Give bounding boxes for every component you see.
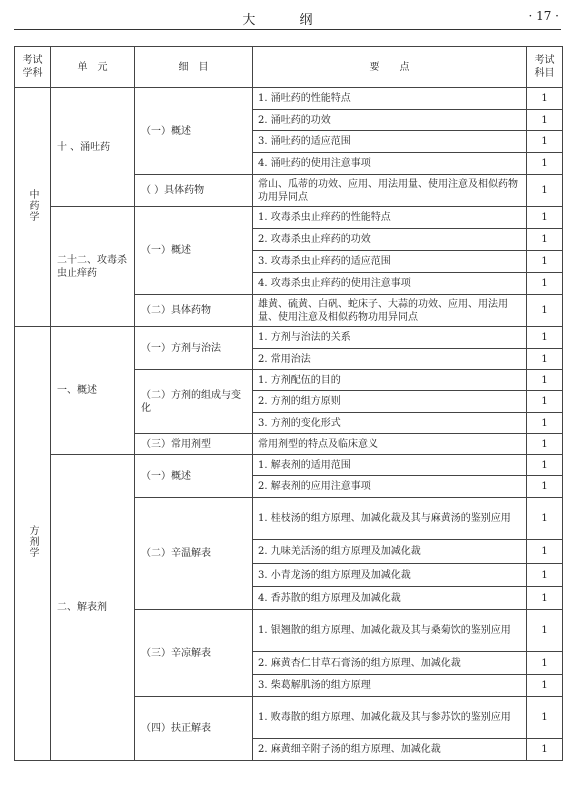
point-cell: 2. 麻黄细辛附子汤的组方原理、加减化裁 [253, 739, 527, 761]
point-cell: 3. 攻毒杀虫止痒药的适应范围 [253, 251, 527, 273]
item-cell: （三）辛凉解表 [135, 610, 253, 697]
level-cell: 1 [527, 349, 563, 370]
point-cell: 1. 银翘散的组方原理、加减化裁及其与桑菊饮的鉴别应用 [253, 610, 527, 652]
point-cell: 常山、瓜蒂的功效、应用、用法用量、使用注意及相似药物功用异同点 [253, 175, 527, 207]
point-cell: 4. 涌吐药的使用注意事项 [253, 153, 527, 175]
point-cell: 2. 常用治法 [253, 349, 527, 370]
column-header: 单 元 [51, 47, 135, 88]
point-cell: 雄黄、硫黄、白矾、蛇床子、大蒜的功效、应用、用法用量、使用注意及相似药物功用异同点 [253, 295, 527, 327]
syllabus-table [14, 46, 563, 761]
item-cell: （一）概述 [135, 207, 253, 295]
item-cell: （一）概述 [135, 455, 253, 498]
point-cell: 3. 柴葛解肌汤的组方原理 [253, 675, 527, 697]
level-cell: 1 [527, 110, 563, 131]
column-header: 要 点 [253, 47, 527, 88]
subject-cell: 中药学 [15, 88, 51, 327]
table-row [15, 88, 563, 110]
unit-cell: 十 、涌吐药 [51, 88, 135, 207]
header-rule [14, 29, 561, 30]
column-header: 考试科目 [527, 47, 563, 88]
table-row [15, 327, 563, 349]
page-title: 大 纲 [242, 13, 333, 28]
point-cell: 1. 解表剂的适用范围 [253, 455, 527, 476]
page-number: · 17 · [528, 9, 559, 23]
point-cell: 2. 涌吐药的功效 [253, 110, 527, 131]
point-cell: 4. 攻毒杀虫止痒药的使用注意事项 [253, 273, 527, 295]
level-cell: 1 [527, 610, 563, 652]
item-cell: （三）常用剂型 [135, 434, 253, 455]
item-cell: （二）辛温解表 [135, 498, 253, 610]
table-header-row [15, 47, 563, 88]
level-cell: 1 [527, 251, 563, 273]
level-cell: 1 [527, 273, 563, 295]
point-cell: 1. 涌吐药的性能特点 [253, 88, 527, 110]
level-cell: 1 [527, 413, 563, 434]
point-cell: 2. 解表剂的应用注意事项 [253, 476, 527, 498]
level-cell: 1 [527, 739, 563, 761]
level-cell: 1 [527, 295, 563, 327]
unit-cell: 一、概述 [51, 327, 135, 455]
point-cell: 1. 桂枝汤的组方原理、加减化裁及其与麻黄汤的鉴别应用 [253, 498, 527, 540]
point-cell: 2. 攻毒杀虫止痒药的功效 [253, 229, 527, 251]
table-row [15, 455, 563, 476]
point-cell: 3. 小青龙汤的组方原理及加减化裁 [253, 564, 527, 587]
point-cell: 1. 攻毒杀虫止痒药的性能特点 [253, 207, 527, 229]
point-cell: 1. 方剂与治法的关系 [253, 327, 527, 349]
level-cell: 1 [527, 697, 563, 739]
point-cell: 1. 败毒散的组方原理、加减化裁及其与参苏饮的鉴别应用 [253, 697, 527, 739]
unit-cell: 二、解表剂 [51, 455, 135, 761]
level-cell: 1 [527, 652, 563, 675]
level-cell: 1 [527, 498, 563, 540]
level-cell: 1 [527, 476, 563, 498]
subject-cell: 方剂学 [15, 327, 51, 761]
level-cell: 1 [527, 370, 563, 391]
level-cell: 1 [527, 207, 563, 229]
level-cell: 1 [527, 175, 563, 207]
level-cell: 1 [527, 540, 563, 564]
level-cell: 1 [527, 434, 563, 455]
level-cell: 1 [527, 564, 563, 587]
point-cell: 2. 方剂的组方原则 [253, 391, 527, 413]
point-cell: 常用剂型的特点及临床意义 [253, 434, 527, 455]
item-cell: （一）概述 [135, 88, 253, 175]
level-cell: 1 [527, 587, 563, 610]
level-cell: 1 [527, 229, 563, 251]
level-cell: 1 [527, 153, 563, 175]
point-cell: 2. 麻黄杏仁甘草石膏汤的组方原理、加减化裁 [253, 652, 527, 675]
level-cell: 1 [527, 455, 563, 476]
item-cell: （二）方剂的组成与变化 [135, 370, 253, 434]
page-header [14, 6, 561, 28]
point-cell: 2. 九味羌活汤的组方原理及加减化裁 [253, 540, 527, 564]
item-cell: （一）方剂与治法 [135, 327, 253, 370]
item-cell: （四）扶正解表 [135, 697, 253, 761]
level-cell: 1 [527, 327, 563, 349]
unit-cell: 二十二、攻毒杀虫止痒药 [51, 207, 135, 327]
table-row [15, 207, 563, 229]
level-cell: 1 [527, 88, 563, 110]
item-cell: （ ）具体药物 [135, 175, 253, 207]
level-cell: 1 [527, 391, 563, 413]
level-cell: 1 [527, 131, 563, 153]
item-cell: （二）具体药物 [135, 295, 253, 327]
point-cell: 1. 方剂配伍的目的 [253, 370, 527, 391]
level-cell: 1 [527, 675, 563, 697]
column-header: 考试学科 [15, 47, 51, 88]
point-cell: 4. 香苏散的组方原理及加减化裁 [253, 587, 527, 610]
column-header: 细 目 [135, 47, 253, 88]
point-cell: 3. 涌吐药的适应范围 [253, 131, 527, 153]
point-cell: 3. 方剂的变化形式 [253, 413, 527, 434]
